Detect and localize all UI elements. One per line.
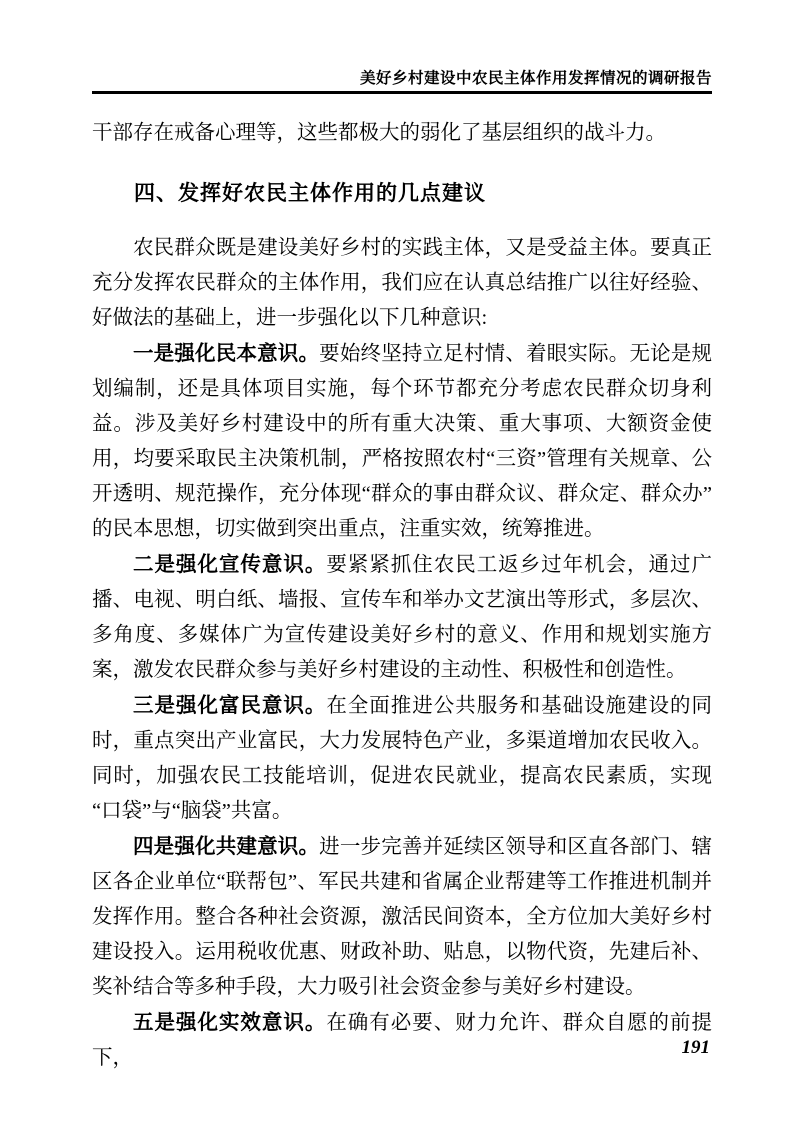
paragraph [92, 231, 712, 336]
section-heading: 四、发挥好农民主体作用的几点建议 [134, 182, 486, 205]
page-number: 191 [681, 1037, 710, 1058]
paragraph [92, 1005, 712, 1076]
paragraph [92, 688, 712, 829]
running-header [92, 69, 712, 88]
header-rule [92, 91, 712, 94]
paragraph-lead: 三是强化富民意识。 [133, 694, 327, 717]
paragraph-lead: 四是强化共建意识。 [133, 835, 320, 858]
intro-paragraph: 干部存在戒备心理等，这些都极大的弱化了基层组织的战斗力。 [92, 122, 666, 144]
paragraph-lead: 一是强化民本意识。 [133, 342, 320, 365]
paragraph [92, 829, 712, 1005]
paragraph-text: 要始终坚持立足村情、着眼实际。无论是规划编制，还是具体项目实施，每个环节都充分考虑农民群众切身利益。涉及美好乡村建设中的所有重大决策、重大事项、大额资金使用，均要采取民主决策机制，严格按照农村“三资”管理有关规章、公开透明、规范操作，充分体现“群众的事由群众议、群众定、群众办”的民本思想，切实做到突出重点，注重实效，统筹推进。 [92, 343, 713, 540]
running-header-title: 美好乡村建设中农民主体作用发挥情况的调研报告 [359, 70, 712, 87]
paragraph-text: 农民群众既是建设美好乡村的实践主体，又是受益主体。要真正充分发挥农民群众的主体作用，我们应在认真总结推广以往好经验、好做法的基础上，进一步强化以下几种意识: [92, 237, 712, 329]
paragraph-text: 在全面推进公共服务和基础设施建设的同时，重点突出产业富民，大力发展特色产业，多渠道增加农民收入。同时，加强农民工技能培训，促进农民就业，提高农民素质，实现“口袋”与“脑袋”共富。 [92, 695, 713, 822]
paragraph [92, 336, 712, 547]
paragraph-text: 在确有必要、财力允许、群众自愿的前提下， [92, 1012, 713, 1069]
paragraph [92, 547, 712, 688]
body-paragraphs [92, 231, 712, 1076]
paragraph-lead: 五是强化实效意识。 [133, 1011, 327, 1034]
paragraph-text: 进一步完善并延续区领导和区直各部门、辖区各企业单位“联帮包”、军民共建和省属企业帮建等工作推进机制并发挥作用。整合各种社会资源，激活民间资本，全方位加大美好乡村建设投入。运用税收优惠、财政补助、贴息，以物代资，先建后补、奖补结合等多种手段，大力吸引社会资金参与美好乡村建设。 [92, 836, 713, 998]
paragraph-text: 要紧紧抓住农民工返乡过年机会，通过广播、电视、明白纸、墙报、宣传车和举办文艺演出等形式，多层次、多角度、多媒体广为宣传建设美好乡村的意义、作用和规划实施方案，激发农民群众参与美好乡村建设的主动性、积极性和创造性。 [92, 554, 713, 681]
paragraph-lead: 二是强化宣传意识。 [133, 553, 327, 576]
